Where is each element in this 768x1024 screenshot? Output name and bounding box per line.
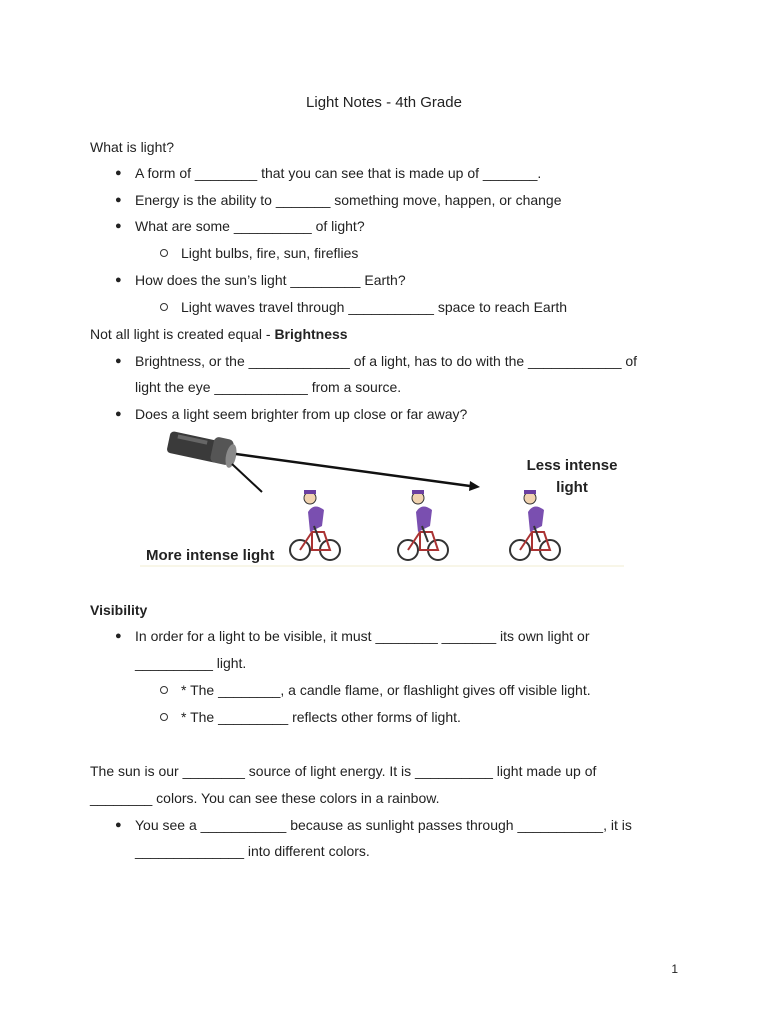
heading-plain-text: Not all light is created equal - (90, 326, 275, 342)
list-item: What are some __________ of light? (135, 218, 365, 234)
list-item: You see a ___________ because as sunlight passes through ___________, it is (135, 817, 632, 833)
label-less-intense-light: light (556, 479, 588, 496)
sub-list-item: Light waves travel through ___________ space to reach Earth (181, 299, 568, 315)
cyclist-far-icon (510, 490, 560, 560)
bullet-dot: ● (115, 819, 122, 831)
list-item: Brightness, or the _____________ of a light, has to do with the ____________ of (135, 353, 638, 369)
list-item: A form of ________ that you can see that is made up of _______. (135, 165, 542, 181)
brightness-illustration (140, 430, 630, 572)
bullet-dot: ● (115, 355, 122, 367)
list-item: In order for a light to be visible, it must ________ _______ its own light or (135, 628, 590, 644)
bullet-dot: ● (115, 408, 122, 420)
list-item-continuation: __________ light. (135, 655, 247, 671)
list-item: Does a light seem brighter from up close or far away? (135, 406, 468, 422)
sub-list-item: Light bulbs, fire, sun, fireflies (181, 245, 359, 261)
cyclist-near-icon (290, 490, 340, 560)
paragraph-line: ________ colors. You can see these colors in a rainbow. (90, 790, 440, 806)
label-less-intense: Less intense (526, 457, 618, 474)
heading-bold-text: Brightness (274, 326, 348, 342)
sub-bullet-circle (160, 249, 168, 257)
bullet-dot: ● (115, 630, 122, 642)
bullet-dot: ● (115, 220, 122, 232)
sub-bullet-circle (160, 686, 168, 694)
page-title: Light Notes - 4th Grade (306, 94, 462, 111)
sub-list-item: * The ________, a candle flame, or flashlight gives off visible light. (181, 682, 591, 698)
section-heading-visibility: Visibility (90, 602, 148, 618)
sub-list-item: * The _________ reflects other forms of light. (181, 709, 461, 725)
list-item-continuation: light the eye ____________ from a source. (135, 379, 402, 395)
page-number: 1 (671, 962, 678, 976)
list-item: How does the sun’s light _________ Earth? (135, 272, 406, 288)
section-heading-what-is-light: What is light? (90, 139, 175, 155)
bullet-dot: ● (115, 194, 122, 206)
paragraph-line: The sun is our ________ source of light energy. It is __________ light made up of (90, 763, 597, 779)
bullet-dot: ● (115, 274, 122, 286)
cyclist-middle-icon (398, 490, 448, 560)
label-more-intense: More intense light (146, 547, 275, 564)
bullet-dot: ● (115, 167, 122, 179)
list-item-continuation: ______________ into different colors. (135, 843, 370, 859)
sub-bullet-circle (160, 713, 168, 721)
section-heading-brightness (90, 325, 348, 343)
sub-bullet-circle (160, 303, 168, 311)
list-item: Energy is the ability to _______ something move, happen, or change (135, 192, 562, 208)
flashlight-icon (166, 431, 238, 469)
